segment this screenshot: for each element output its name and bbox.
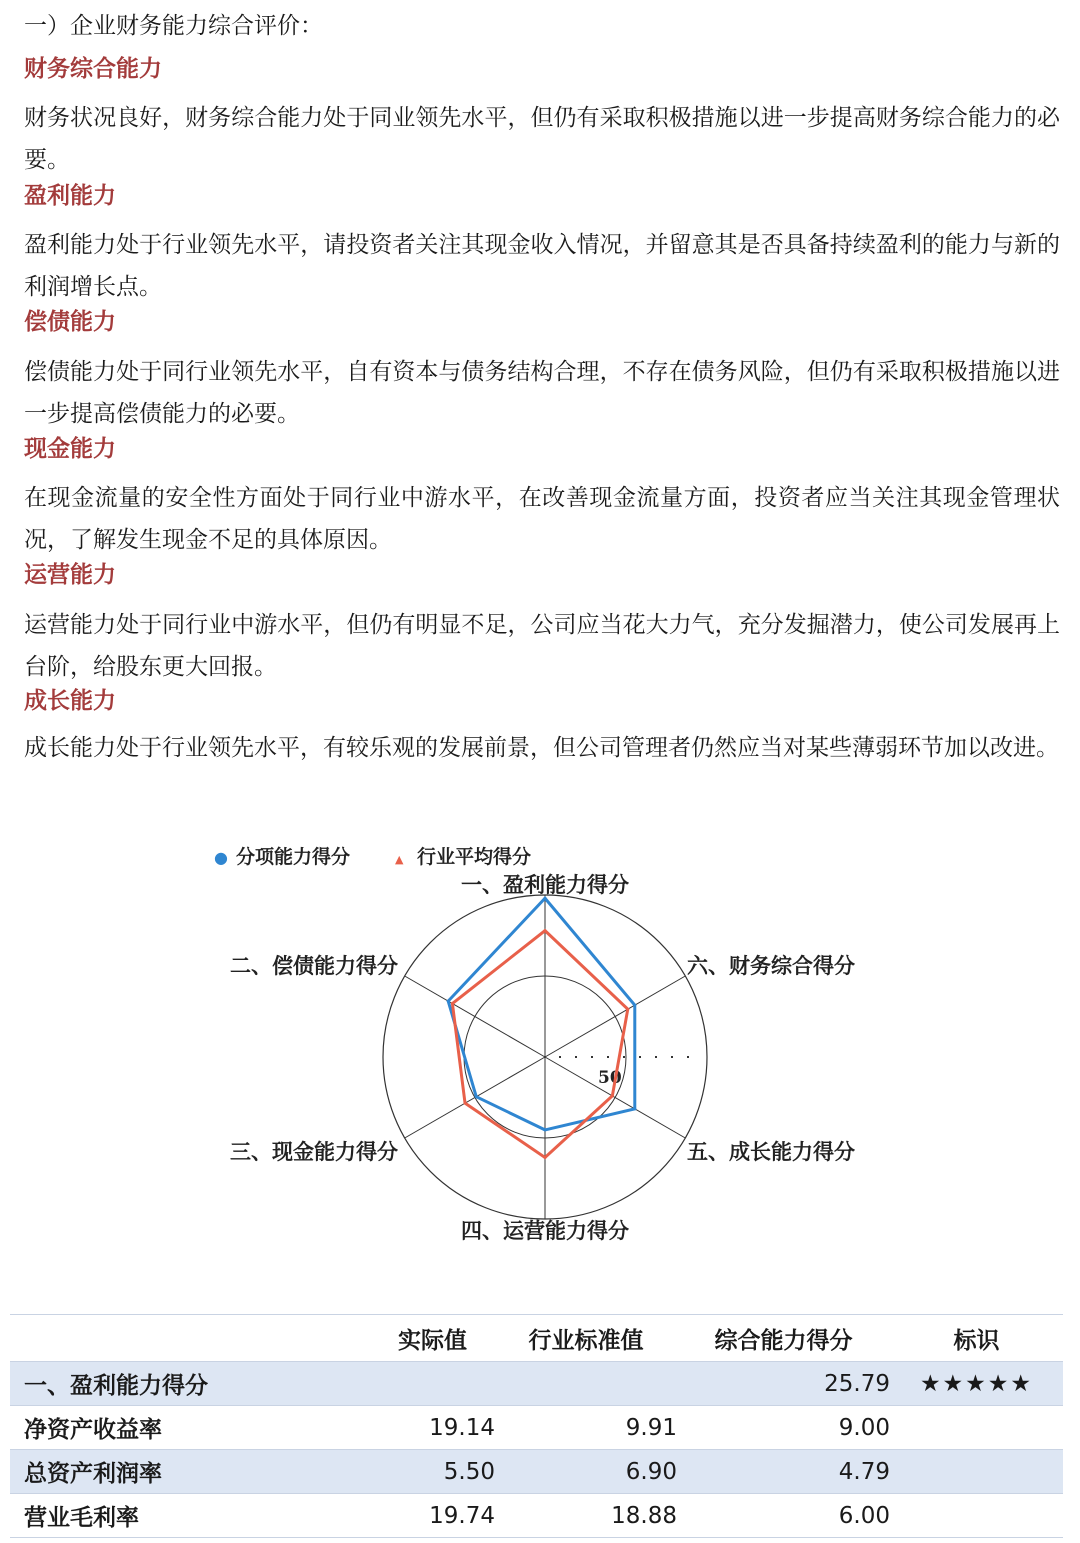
radar-axis-label: 六、财务综合得分 — [687, 953, 855, 978]
actual-value: 5.50 — [370, 1450, 495, 1494]
standard-value: 18.88 — [495, 1494, 677, 1538]
table-row — [10, 1450, 1063, 1494]
section-text-cash: 在现金流量的安全性方面处于同行业中游水平，在改善现金流量方面，投资者应当关注其现金管理状况，了解发生现金不足的具体原因。 — [24, 485, 1060, 553]
score-value: 6.00 — [677, 1494, 890, 1538]
section-title-financial: 财务综合能力 — [24, 56, 162, 82]
table-header-row — [10, 1315, 1063, 1362]
score-value: 25.79 — [677, 1362, 890, 1406]
section-text-profitability: 盈利能力处于行业领先水平，请投资者关注其现金收入情况，并留意其是否具备持续盈利的能力与新的利润增长点。 — [24, 232, 1060, 300]
column-header: 标识 — [890, 1315, 1063, 1362]
radar-point — [464, 1102, 467, 1105]
radar-axis-label: 五、成长能力得分 — [687, 1139, 855, 1164]
section-text-growth: 成长能力处于行业领先水平，有较乐观的发展前景，但公司管理者仍然应当对某些薄弱环节加以改进。 — [24, 735, 1059, 761]
radar-spoke — [405, 1057, 545, 1138]
star-rating — [890, 1450, 1063, 1494]
row-name: 营业毛利率 — [10, 1494, 370, 1538]
section-title-growth: 成长能力 — [24, 688, 116, 714]
section-title-cash: 现金能力 — [24, 436, 116, 462]
actual-value: 19.14 — [370, 1406, 495, 1450]
radar-point — [475, 1095, 478, 1098]
radar-spoke — [405, 976, 545, 1057]
section-text-operation: 运营能力处于同行业中游水平，但仍有明显不足，公司应当花大力气，充分发掘潜力，使公司发展再上台阶，给股东更大回报。 — [24, 612, 1060, 680]
section-title-solvency: 偿债能力 — [24, 309, 116, 335]
table-row — [10, 1494, 1063, 1538]
radar-tick-label: 50 — [598, 1068, 622, 1088]
radar-point — [544, 897, 547, 900]
radar-axis-label: 三、现金能力得分 — [230, 1139, 398, 1164]
radar-point — [626, 1008, 629, 1011]
column-header: 综合能力得分 — [677, 1315, 890, 1362]
row-name: 总资产利润率 — [10, 1450, 370, 1494]
section-text-solvency: 偿债能力处于同行业领先水平，自有资本与债务结构合理，不存在债务风险，但仍有采取积极措施以进一步提高偿债能力的必要。 — [24, 359, 1060, 427]
score-value: 4.79 — [677, 1450, 890, 1494]
legend-label: 行业平均得分 — [417, 846, 532, 868]
standard-value: 9.91 — [495, 1406, 677, 1450]
radar-point — [544, 1128, 547, 1131]
score-value: 9.00 — [677, 1406, 890, 1450]
radar-point — [611, 1094, 614, 1097]
legend-marker: ● — [214, 848, 228, 867]
row-name: 净资产收益率 — [10, 1406, 370, 1450]
legend-marker: ▲ — [395, 853, 404, 866]
radar-axis-label: 四、运营能力得分 — [461, 1218, 629, 1243]
column-header: 行业标准值 — [495, 1315, 677, 1362]
radar-point — [451, 1002, 454, 1005]
column-header: 实际值 — [370, 1315, 495, 1362]
radar-point — [544, 929, 547, 932]
radar-point — [633, 1107, 636, 1110]
standard-value: 6.90 — [495, 1450, 677, 1494]
radar-point — [447, 1000, 450, 1003]
star-rating: ★★★★★ — [890, 1362, 1063, 1406]
table-row — [10, 1406, 1063, 1450]
radar-point — [544, 1156, 547, 1159]
section-title-operation: 运营能力 — [24, 562, 116, 588]
standard-value — [495, 1362, 677, 1406]
radar-axis-label: 二、偿债能力得分 — [230, 953, 398, 978]
table-row — [10, 1362, 1063, 1406]
row-name: 一、盈利能力得分 — [10, 1362, 370, 1406]
radar-spoke — [545, 976, 685, 1057]
actual-value — [370, 1362, 495, 1406]
radar-axis-label: 一、盈利能力得分 — [461, 872, 629, 897]
star-rating — [890, 1406, 1063, 1450]
section-text-financial: 财务状况良好，财务综合能力处于同业领先水平，但仍有采取积极措施以进一步提高财务综合能力的必要。 — [24, 105, 1060, 173]
column-header — [10, 1315, 370, 1362]
legend-label: 分项能力得分 — [236, 846, 351, 868]
actual-value: 19.74 — [370, 1494, 495, 1538]
score-table — [10, 1314, 1063, 1538]
radar-chart — [190, 830, 910, 1260]
radar-point — [633, 1004, 636, 1007]
page-heading: 一）企业财务能力综合评价： — [24, 13, 323, 39]
star-rating — [890, 1494, 1063, 1538]
section-title-profitability: 盈利能力 — [24, 183, 116, 209]
